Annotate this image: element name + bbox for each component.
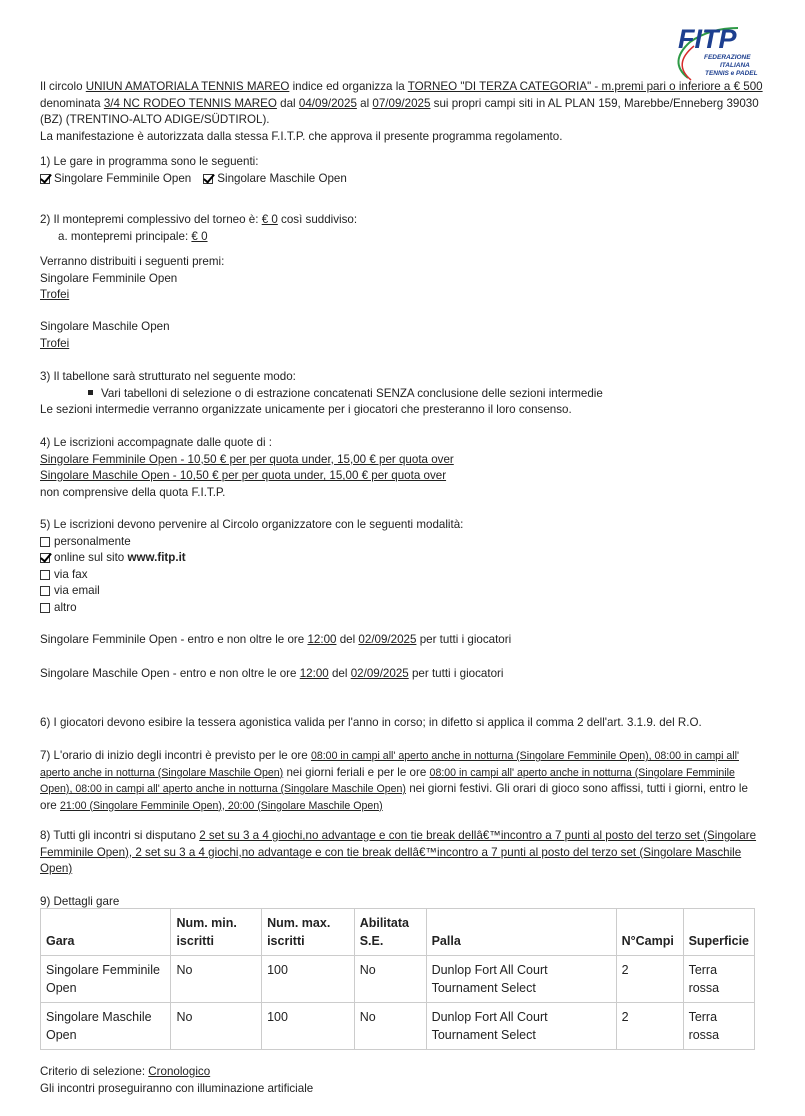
bullet-icon [88,390,93,395]
checkbox-checked [203,174,213,184]
section-3: 3) Il tabellone sarà strutturato nel seguente modo: Vari tabelloni di selezione o di estrazione concatenati SENZA conclusione delle sezioni intermedie Le sezioni intermedie verranno organizzate unicamente per i giocatori che presteranno il loro consenso. [40,370,603,416]
section-9-title: 9) Dettagli gare [40,895,120,908]
prizes: Verranno distribuiti i seguenti premi: Singolare Femminile Open Trofei [40,255,225,301]
svg-text:ITALIANA: ITALIANA [720,62,750,69]
section-2: 2) Il montepremi complessivo del torneo è: € 0 così suddiviso: a. montepremi principale: € 0 [40,213,358,243]
holiday-times: 08:00 in campi all' aperto anche in notturna (Singolare Femminile Open), 08:00 in campi all' aperto anche in notturna (Singolare Maschile Open) [40,766,735,795]
club-name: UNIUN AMATORIALA TENNIS MAREO [85,80,290,93]
section-6: 6) I giocatori devono esibire la tessera agonistica valida per l'anno in corso; in difetto si applica il comma 2 dell'art. 3.1.9. del R.O. [40,716,702,729]
fitp-logo-graphic [660,22,772,82]
table-header-row: Gara Num. min. iscritti Num. max. iscritti Abilitata S.E. Palla N°Campi Superficie [41,909,755,956]
events-table [40,908,755,1050]
table-row: Singolare Femminile Open No 100 No Dunlop Fort All Court Tournament Select 2 Terra rossa [41,956,755,1003]
events-list: Singolare Femminile Open Singolare Maschile Open [40,171,765,188]
fitp-logo [660,22,772,82]
tournament-name: 3/4 NC RODEO TENNIS MAREO [103,96,277,110]
checkbox-unchecked [40,603,50,613]
total-prize: € 0 [261,213,278,226]
date-from: 04/09/2025 [298,96,357,110]
main-prize: € 0 [191,229,208,243]
checkbox-unchecked [40,570,50,580]
section-4: 4) Le iscrizioni accompagnate dalle quote di : Singolare Femminile Open - 10,50 € per per quota under, 15,00 € per quota over Singolare Maschile Open - 10,50 € per per quota under, 15,00 € per quota over non comprensive della quota F.I.T.P. [40,436,454,499]
schedule-deadline: 21:00 (Singolare Femminile Open), 20:00 (Singolare Maschile Open) [60,799,383,812]
checkbox-unchecked [40,537,50,547]
date-to: 07/09/2025 [372,96,431,110]
prizes-2: Singolare Maschile Open Trofei [40,320,170,350]
match-rules: 2 set su 3 a 4 giochi,no advantage e con tie break dellâ€™incontro a 7 punti al posto del terzo set (Singolare Femminile Open), 2 set su 3 a 4 giochi,no advantage e con tie break dellâ€™incontro a 7 punti al posto del terzo set (Singolare Maschile Open) [40,829,757,875]
svg-text:FEDERAZIONE: FEDERAZIONE [704,54,751,61]
section-1 [40,154,765,187]
logo-text: FITP [678,24,737,54]
deadline-women: Singolare Femminile Open - entro e non oltre le ore 12:00 del 02/09/2025 per tutti i giocatori [40,633,512,646]
svg-text:TENNIS e PADEL: TENNIS e PADEL [705,70,758,77]
fee-men: Singolare Maschile Open - 10,50 € per per quota under, 15,00 € per quota over [40,469,447,482]
tournament-type: TORNEO "DI TERZA CATEGORIA" - m.premi pari o inferiore a € 500 [407,80,763,93]
selection-criteria: Criterio di selezione: Cronologico Gli incontri proseguiranno con illuminazione artificiale [40,1065,314,1095]
weekday-times: 08:00 in campi all' aperto anche in notturna (Singolare Femminile Open), 08:00 in campi all' aperto anche in notturna (Singolare Maschile Open) [40,750,739,779]
section-1-title: 1) Le gare in programma sono le seguenti: [40,155,259,168]
checkbox-checked [40,553,50,563]
authorization-note: La manifestazione è autorizzata dalla stessa F.I.T.P. che approva il presente programma regolamento. [40,129,563,143]
table-row: Singolare Maschile Open No 100 No Dunlop Fort All Court Tournament Select 2 Terra rossa [41,1003,755,1050]
section-7: 7) L'orario di inizio degli incontri è previsto per le ore 08:00 in campi all' aperto anche in notturna (Singolare Femminile Open), 08:00 in campi all' aperto anche in notturna (Singolare Maschile Open) nei giorni feriali e per le ore 08:00 in campi all' aperto anche in notturna (Singolare Femminile Open), 08:00 in campi all' aperto anche in notturna (Singolare Maschile Open) nei giorni festivi. Gli orari di gioco sono affissi, tutti i giorni, entro le ore 21:00 (Singolare Femminile Open), 20:00 (Singolare Maschile Open) [40,749,748,812]
checkbox-checked [40,174,50,184]
deadline-men: Singolare Maschile Open - entro e non oltre le ore 12:00 del 02/09/2025 per tutti i giocatori [40,667,504,680]
intro-paragraph: Il circolo UNIUN AMATORIALA TENNIS MAREO indice ed organizza la TORNEO "DI TERZA CATEGORIA" - m.premi pari o inferiore a € 500 denominata 3/4 NC RODEO TENNIS MAREO dal 04/09/2025 al 07/09/2025 sui propri campi siti in AL PLAN 159, Marebbe/Enneberg 39030 (BZ) (TRENTINO-ALTO ADIGE/SÜDTIROL). La manifestazione è autorizzata dalla stessa F.I.T.P. che approva il presente programma regolamento. [40,80,763,143]
section-5: 5) Le iscrizioni devono pervenire al Circolo organizzatore con le seguenti modalità: personalmente online sul sito www.fitp.it via fax via email altro [40,518,464,614]
section-8: 8) Tutti gli incontri si disputano 2 set su 3 a 4 giochi,no advantage e con tie break dellâ€™incontro a 7 punti al posto del terzo set (Singolare Femminile Open), 2 set su 3 a 4 giochi,no advantage e con tie break dellâ€™incontro a 7 punti al posto del terzo set (Singolare Maschile Open) [40,829,757,875]
checkbox-unchecked [40,586,50,596]
fee-women: Singolare Femminile Open - 10,50 € per per quota under, 15,00 € per quota over [40,452,454,466]
